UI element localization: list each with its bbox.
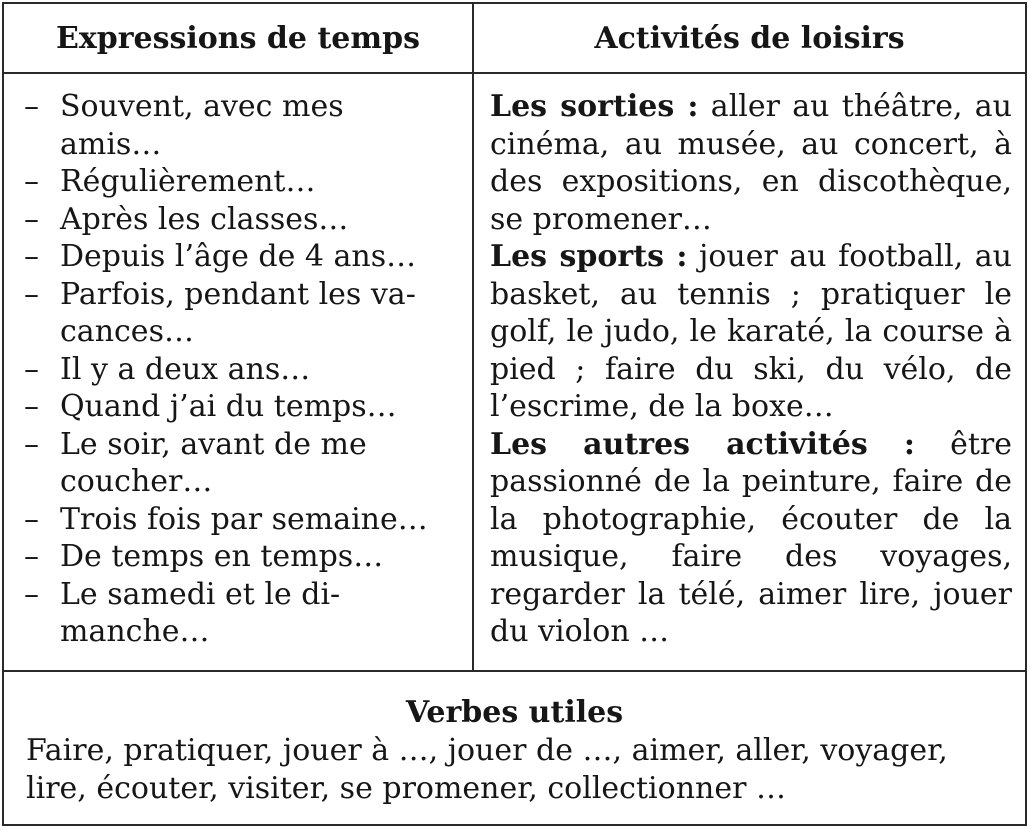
header-time-expressions: Expressions de temps <box>55 20 420 56</box>
useful-verbs-line: Faire, pratiquer, jouer à …, jouer de …, aimer, aller, voyager, <box>26 733 948 768</box>
activities-other <box>490 426 1012 651</box>
list-item: – De temps en temps… <box>24 539 384 574</box>
outings-text: aller au théâtre, au cinéma, au musée, au concert, à des expositions, en discothèque, se promener… <box>490 89 1012 237</box>
list-item: – Régulièrement… <box>24 164 316 199</box>
sports-label: Les sports : <box>490 239 688 274</box>
sports-text: jouer au football, au basket, au tennis ; pratiquer le golf, le judo, le karaté, la course à pied ; faire du ski, du vélo, de l’escrime, de la boxe… <box>490 239 1012 424</box>
header-leisure-activities: Activités de loisirs <box>594 20 905 56</box>
activities-outings <box>490 88 1012 238</box>
table-body-row <box>4 74 1025 672</box>
other-activities-text: être passionné de la peinture, faire de la photographie, écouter de la musique, faire des voyages, regarder la télé, aimer lire, jouer du violon … <box>490 426 1012 649</box>
table-header-row <box>4 4 1025 74</box>
list-item: – Souvent, avec mes amis… <box>24 89 344 162</box>
useful-verbs-text <box>26 732 1011 807</box>
useful-verbs-section <box>4 672 1025 824</box>
list-item: – Quand j’ai du temps… <box>24 389 397 424</box>
activities-sports <box>490 238 1012 426</box>
outings-label: Les sorties : <box>490 89 699 124</box>
useful-verbs-title: Verbes utiles <box>405 695 624 730</box>
list-item: – Depuis l’âge de 4 ans… <box>24 239 417 274</box>
leisure-activities-text <box>490 88 1012 651</box>
useful-verbs-line: lire, écouter, visiter, se promener, collectionner … <box>26 770 786 806</box>
list-item: – Le samedi et le di- manche… <box>24 576 341 649</box>
list-item: – Il y a deux ans… <box>24 351 311 387</box>
time-expressions-list <box>24 88 464 651</box>
vocabulary-table <box>2 2 1027 826</box>
other-activities-label: Les autres activités : <box>490 426 915 462</box>
list-item: – Le soir, avant de me coucher… <box>24 426 367 499</box>
list-item: – Trois fois par semaine… <box>24 501 428 537</box>
list-item: – Après les classes… <box>24 201 349 237</box>
list-item: – Parfois, pendant les va- cances… <box>24 276 416 349</box>
